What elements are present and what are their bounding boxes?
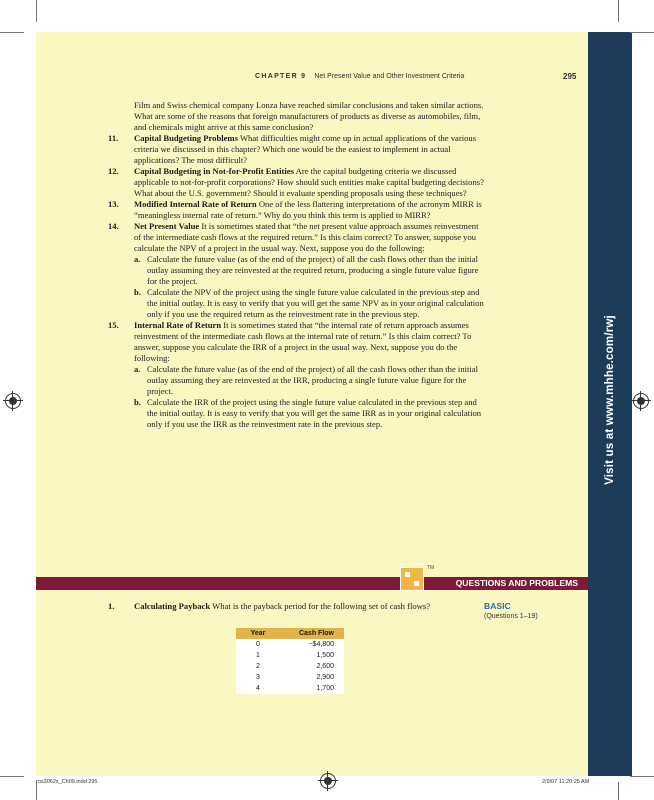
chapter-title: Net Present Value and Other Investment Criteria [314, 73, 465, 80]
problem-1 [108, 601, 478, 612]
question-15 [108, 320, 484, 430]
registration-mark-icon [320, 773, 336, 789]
table-row [236, 672, 344, 683]
registration-mark-icon [5, 393, 21, 409]
year-cell: 4 [256, 685, 260, 692]
year-cell: 2 [256, 663, 260, 670]
cash-flow-table [236, 628, 344, 694]
question-13 [108, 199, 484, 221]
sub-question-label: b. [134, 287, 141, 297]
difficulty-level: BASIC [484, 601, 511, 611]
cash-flow-cell: 1,700 [316, 685, 334, 692]
sub-question-text: Calculate the IRR of the project using the single future value calculated in the previous step and the initial outlay. It is easy to verify that you will get the same IRR as in your original calculation only if you use the IRR as the reinvestment rate in the previous step. [147, 397, 482, 429]
question-body: It is sometimes stated that “the internal rate of return approach assumes reinvestment of the intermediate cash flows at the internal rate of return.” Is this claim correct? To answer, suppose you calculate the IRR of a project in the usual way. Next, suppose you do the following: [134, 320, 472, 363]
question-12 [108, 166, 484, 199]
sub-question-text: Calculate the future value (as of the end of the project) of all the cash flows other than the initial outlay assuming they are reinvested at the required return, producing a single future value figure for the project. [147, 254, 479, 286]
year-cell: 3 [256, 674, 260, 681]
table-row [236, 661, 344, 672]
column-header-cash-flow: Cash Flow [280, 628, 344, 639]
question-title: Capital Budgeting in Not-for-Profit Entities [134, 166, 294, 176]
sub-question-label: b. [134, 397, 141, 407]
crop-mark [0, 776, 24, 777]
trademark-mark: TM [427, 565, 435, 571]
sub-question-b [134, 287, 484, 320]
section-title: QUESTIONS AND PROBLEMS [455, 578, 578, 588]
footer-timestamp: 2/9/07 11:20:25 AM [542, 779, 590, 785]
question-body: One of the less flattering interpretations of the acronym MIRR is “meaningless internal rate of return.” Why do you think this term is applied to MIRR? [134, 199, 482, 220]
question-title: Internal Rate of Return [134, 320, 222, 330]
crop-mark [630, 776, 654, 777]
table-row [236, 650, 344, 661]
footer-file: ros3062x_Ch09.indd 295 [36, 779, 98, 785]
cash-flow-cell: 2,900 [316, 674, 334, 681]
cash-flow-cell: 1,500 [316, 652, 334, 659]
question-14 [108, 221, 484, 320]
sub-question-text: Calculate the future value (as of the end of the project) of all the cash flows other than the initial outlay assuming they are reinvested at the IRR, producing a single future value figure for the project. [147, 364, 478, 396]
problem-body: What is the payback period for the following set of cash flows? [212, 601, 431, 611]
sub-question-a [134, 364, 484, 397]
running-header [255, 73, 464, 80]
question-body: Are the capital budgeting criteria we discussed applicable to not-for-profit corporations? How should such entities make capital budgeting decisions? What about the U.S. government? Should it evaluate spending proposals using these techniques? [134, 166, 484, 198]
questions-content [108, 100, 484, 430]
intro-paragraph: Film and Swiss chemical company Lonza have reached similar conclusions and taken similar actions. What are some of the reasons that foreign manufacturers of products as diverse as automobiles, film, and chemicals might arrive at this same conclusion? [134, 100, 484, 132]
problem-title: Calculating Payback [134, 601, 211, 611]
crop-mark [36, 0, 37, 22]
page-number: 295 [563, 72, 577, 81]
problem-number: 1. [108, 601, 115, 611]
question-11 [108, 133, 484, 166]
question-body: What difficulties might come up in actual applications of the various criteria we discussed in this chapter? Which one would be the easiest to implement in actual applications? The most difficult? [134, 133, 477, 165]
question-title: Modified Internal Rate of Return [134, 199, 257, 209]
question-number: 13. [108, 199, 119, 209]
crop-mark [618, 0, 619, 22]
year-cell: 1 [256, 652, 260, 659]
publisher-logo-icon [400, 567, 424, 591]
question-title: Capital Budgeting Problems [134, 133, 238, 143]
table-header-row [236, 628, 344, 639]
sub-question-label: a. [134, 364, 141, 374]
sub-question-a [134, 254, 484, 287]
question-title: Net Present Value [134, 221, 200, 231]
crop-mark [630, 32, 654, 33]
section-banner [36, 577, 588, 590]
margin-note [484, 601, 538, 620]
question-range: (Questions 1–19) [484, 613, 538, 620]
chapter-label: CHAPTER 9 [255, 73, 307, 80]
sidebar-url: Visit us at www.mhhe.com/rwj [604, 315, 616, 485]
year-cell: 0 [256, 641, 260, 648]
column-header-year: Year [236, 628, 280, 639]
sub-question-label: a. [134, 254, 141, 264]
cash-flow-cell: 2,600 [316, 663, 334, 670]
registration-mark-icon [633, 393, 649, 409]
question-number: 11. [108, 133, 119, 143]
question-body: It is sometimes stated that “the net present value approach assumes reinvestment of the intermediate cash flows at the required return.” Is this claim correct? To answer, suppose you calculate the NPV of a project in the usual way. Next, suppose you do the following: [134, 221, 479, 253]
table-row [236, 639, 344, 650]
sub-question-text: Calculate the NPV of the project using the single future value calculated in the previous step and the initial outlay. It is easy to verify that you will get the same NPV as in your original calculation only if you use the required return as the reinvestment rate in the previous step. [147, 287, 484, 319]
question-number: 15. [108, 320, 119, 330]
crop-mark [0, 32, 24, 33]
question-number: 12. [108, 166, 119, 176]
cash-flow-cell: −$4,800 [308, 641, 334, 648]
sub-question-b [134, 397, 484, 430]
question-number: 14. [108, 221, 119, 231]
crop-mark [618, 782, 619, 800]
table-row [236, 683, 344, 694]
